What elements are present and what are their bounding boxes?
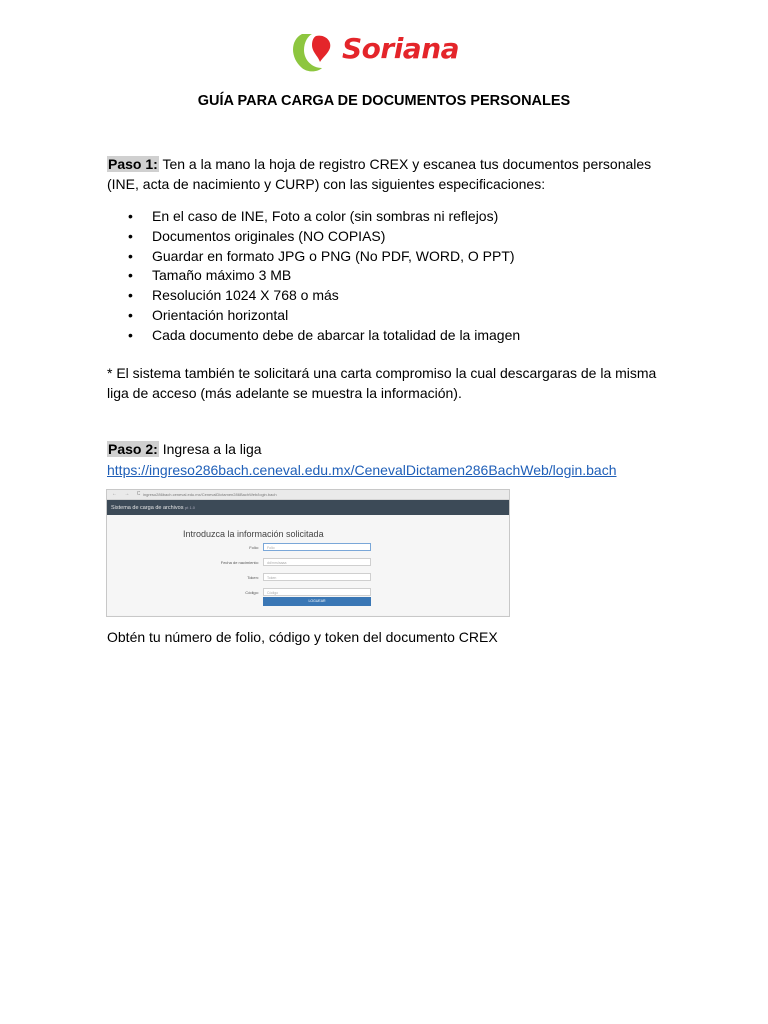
bullet-icon: • (128, 247, 133, 264)
list-item (107, 266, 667, 286)
list-item (107, 306, 667, 326)
brand-name: Soriana (342, 32, 460, 65)
list-item (107, 326, 667, 346)
step1-label: Paso 1: (108, 156, 158, 172)
list-item (107, 286, 667, 306)
token-label: Token: (247, 575, 259, 580)
specs-list (107, 207, 667, 346)
list-item (107, 247, 667, 267)
birthdate-field[interactable]: dd/mm/aaaa (263, 558, 371, 566)
list-item-text: Cada documento debe de abarcar la totalidad de la imagen (152, 326, 521, 343)
bullet-icon: • (128, 306, 133, 323)
list-item (107, 227, 667, 247)
list-item (107, 207, 667, 227)
form-heading: Introduzca la información solicitada (183, 529, 324, 539)
browser-nav-icons: ← → C (112, 491, 144, 497)
token-field[interactable]: Token (263, 573, 371, 581)
bullet-icon: • (128, 287, 133, 304)
step1-text: Ten a la mano la hoja de registro CREX y escanea tus documentos personales (INE, acta de nacimiento y CURP) con las siguientes especificaciones: (107, 156, 652, 192)
app-header-title: Sistema de carga de archivos (111, 505, 184, 511)
step2-text: Ingresa a la liga (158, 441, 262, 457)
browser-bar (107, 490, 509, 500)
step2-paragraph (107, 439, 667, 459)
birthdate-label: Fecha de nacimiento: (220, 560, 259, 565)
code-field[interactable]: Código (263, 588, 371, 596)
folio-field[interactable]: Folio (263, 543, 371, 551)
list-item-text: Guardar en formato JPG o PNG (No PDF, WORD, O PPT) (152, 247, 515, 264)
soriana-logo-icon (288, 28, 340, 78)
page-title: GUÍA PARA CARGA DE DOCUMENTOS PERSONALES (197, 93, 571, 109)
app-header-version: pt 1.0 (185, 505, 196, 510)
list-item-text: Orientación horizontal (152, 306, 289, 323)
step2-label: Paso 2: (108, 441, 158, 457)
login-form (107, 515, 509, 615)
step1-paragraph (107, 154, 667, 194)
login-button[interactable]: LOGUEAR (263, 597, 371, 606)
bullet-icon: • (128, 227, 133, 244)
browser-url: ingreso286bach.ceneval.edu.mx/CenevalDictamen286BachWeb/login.bach (143, 491, 277, 497)
closing-paragraph: Obtén tu número de folio, código y token del documento CREX (107, 629, 498, 645)
code-label: Código: (245, 590, 259, 595)
login-screenshot (106, 489, 510, 617)
list-item-text: Tamaño máximo 3 MB (152, 267, 292, 284)
bullet-icon: • (128, 267, 133, 284)
login-link[interactable]: https://ingreso286bach.ceneval.edu.mx/CenevalDictamen286BachWeb/login.bach (107, 462, 617, 478)
list-item-text: Resolución 1024 X 768 o más (152, 287, 339, 304)
folio-label: Folio: (249, 545, 259, 550)
bullet-icon: • (128, 208, 133, 224)
bullet-icon: • (128, 326, 133, 343)
step2-link-line (107, 460, 667, 480)
list-item-text: Documentos originales (NO COPIAS) (152, 227, 386, 244)
app-header (107, 500, 509, 515)
list-item-text: En el caso de INE, Foto a color (sin sombras ni reflejos) (152, 208, 499, 224)
soriana-logo (288, 28, 458, 80)
note-paragraph: * El sistema también te solicitará una carta compromiso la cual descargaras de la misma liga de acceso (más adelante se muestra la información). (107, 365, 657, 401)
